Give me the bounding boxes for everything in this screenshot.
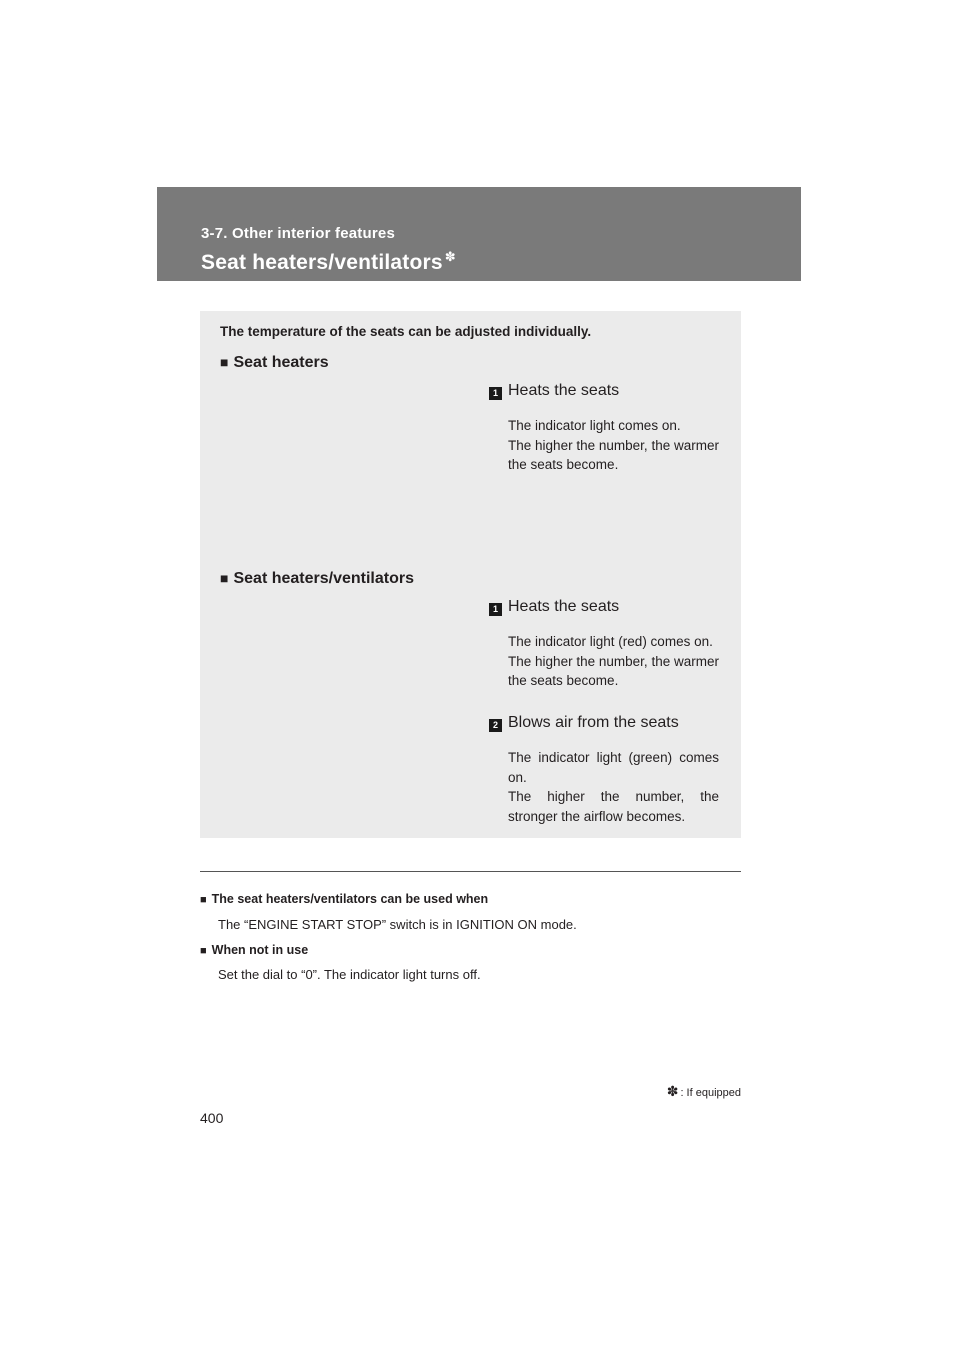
number-badge-1: 1 [489, 603, 502, 616]
item-description [508, 632, 719, 691]
description-line: The indicator light comes on. [508, 418, 681, 433]
section-label: 3-7. Other interior features [201, 225, 395, 242]
note-heading-text: The seat heaters/ventilators can be used when [211, 892, 489, 906]
square-bullet-icon: ■ [220, 354, 229, 370]
note-text: The “ENGINE START STOP” switch is in IGNITION ON mode. [218, 917, 577, 932]
section-header-bar [157, 187, 801, 281]
square-bullet-icon: ■ [220, 570, 229, 586]
subheading-text: Seat heaters [233, 354, 329, 371]
item-heats-the-seats [489, 598, 719, 691]
page-title-text: Seat heaters/ventilators [201, 251, 443, 274]
description-line: The indicator light (red) comes on. [508, 634, 713, 649]
square-bullet-icon: ■ [200, 945, 207, 957]
feature-panel [200, 311, 741, 838]
note-text: Set the dial to “0”. The indicator light turns off. [218, 967, 481, 982]
panel-intro: The temperature of the seats can be adjusted individually. [220, 324, 592, 339]
description-line: The higher the number, the warmer the seats become. [508, 653, 719, 688]
item-description [508, 748, 719, 826]
asterisk-icon: ✽ [666, 1083, 679, 1099]
description-line: The indicator light (green) comes on. [508, 750, 719, 785]
description-line: The higher the number, the stronger the airflow becomes. [508, 789, 719, 824]
item-blows-air [489, 714, 719, 826]
number-badge-2: 2 [489, 719, 502, 732]
description-line: The higher the number, the warmer the seats become. [508, 437, 719, 472]
item-heats-the-seats [489, 382, 719, 475]
page-title [201, 249, 456, 275]
subheading-text: Seat heaters/ventilators [233, 570, 414, 587]
footnote [667, 1083, 741, 1100]
square-bullet-icon: ■ [200, 894, 207, 906]
item-label: Heats the seats [508, 598, 620, 615]
item-label: Heats the seats [508, 382, 620, 399]
subheading-seat-heaters [220, 354, 329, 372]
footnote-text: : If equipped [680, 1087, 741, 1099]
item-description [508, 416, 719, 475]
if-equipped-star-icon: ✽ [444, 249, 456, 264]
subheading-seat-heaters-ventilators [220, 570, 414, 588]
note-heading-text: When not in use [211, 943, 309, 957]
divider-rule [200, 871, 741, 872]
page-number: 400 [200, 1110, 224, 1126]
note-heading [200, 943, 308, 957]
item-label: Blows air from the seats [508, 714, 679, 731]
number-badge-1: 1 [489, 387, 502, 400]
note-heading [200, 892, 488, 906]
